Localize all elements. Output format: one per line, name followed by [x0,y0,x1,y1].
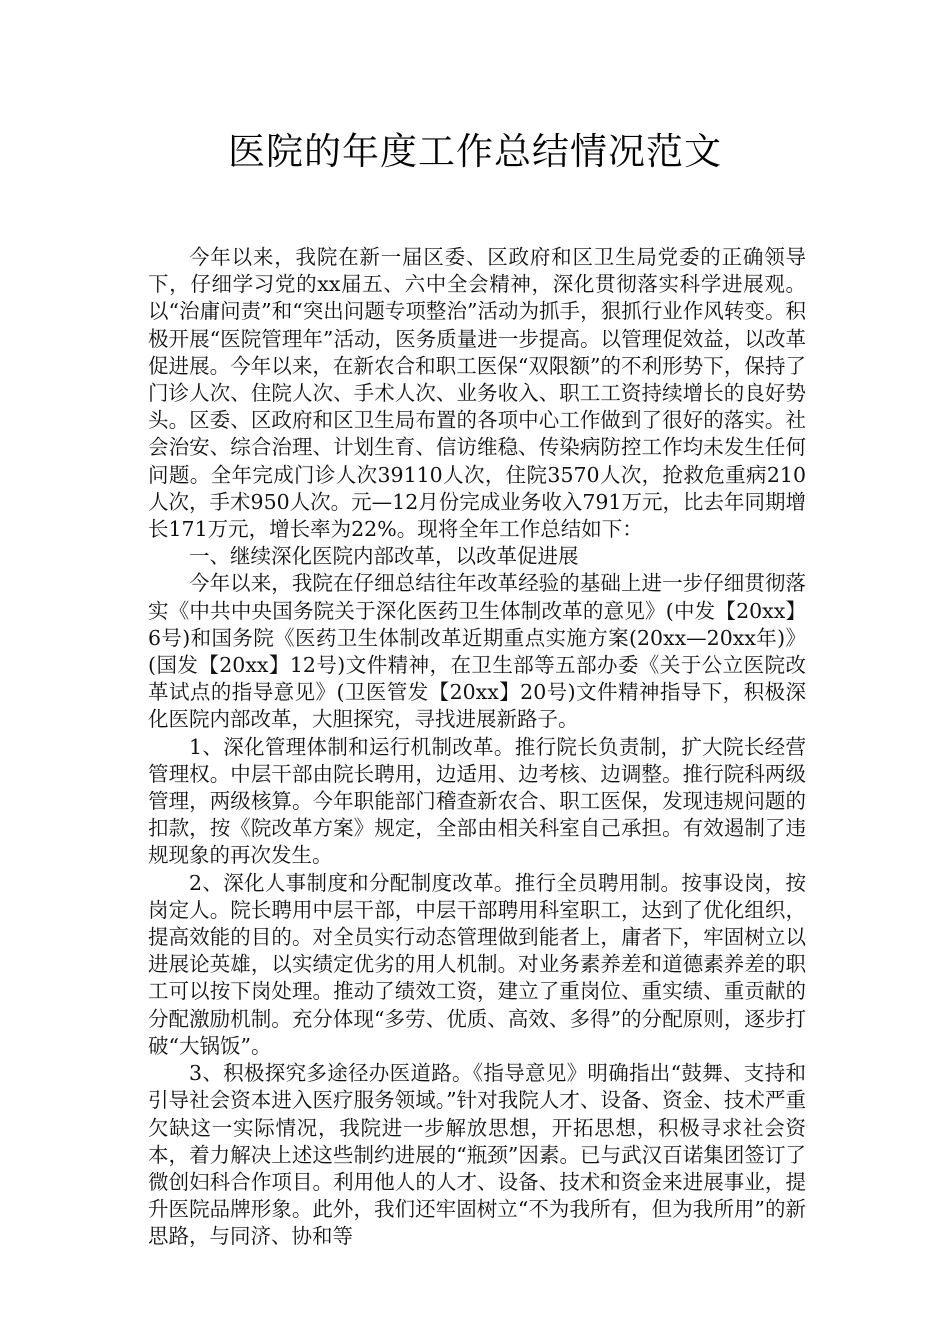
paragraph-item-2: 2、深化人事制度和分配制度改革。推行全员聘用制。按事设岗，按岗定人。院长聘用中层干部，中层干部聘用科室职工，达到了优化组织，提高效能的目的。对全员实行动态管理做到能者上，庸者下，牢固树立以进展论英雄，以实绩定优劣的用人机制。对业务素养差和道德素养差的职工可以按下岗处理。推动了绩效工资，建立了重岗位、重实绩、重贡献的分配激励机制。充分体现“多劳、优质、高效、多得”的分配原则，逐步打破“大锅饭”。 [148,870,806,1058]
document-body [148,244,806,1251]
paragraph-reform-overview: 今年以来，我院在仔细总结往年改革经验的基础上进一步仔细贯彻落实《中共中央国务院关于深化医药卫生体制改革的意见》(中发【20xx】6号)和国务院《医药卫生体制改革近期重点实施方案(20xx—20xx年)》(国发【20xx】12号)文件精神，在卫生部等五部办委《关于公立医院改革试点的指导意见》(卫医管发【20xx】20号)文件精神指导下，积极深化医院内部改革，大胆探究，寻找进展新路子。 [148,571,806,732]
section-heading-reform: 一、继续深化医院内部改革，以改革促进展 [189,544,579,569]
paragraph-item-3: 3、积极探究多途径办医道路。《指导意见》明确指出“鼓舞、支持和引导社会资本进入医疗服务领域。”针对我院人才、设备、资金、技术严重欠缺这一实际情况，我院进一步解放思想，开拓思想，积极寻求社会资本，着力解决上述这些制约进展的“瓶颈”因素。已与武汉百诺集团签订了微创妇科合作项目。利用他人的人才、设备、技术和资金来进展事业，提升医院品牌形象。此外，我们还牢固树立“不为我所有，但为我所用”的新思路，与同济、协和等 [148,1061,806,1249]
paragraph-item-1: 1、深化管理体制和运行机制改革。推行院长负责制，扩大院长经营管理权。中层干部由院长聘用，边适用、边考核、边调整。推行院科两级管理，两级核算。今年职能部门稽查新农合、职工医保，发现违规问题的扣款，按《院改革方案》规定，全部由相关科室自己承担。有效遏制了违规现象的再次发生。 [148,734,806,868]
paragraph-intro: 今年以来，我院在新一届区委、区政府和区卫生局党委的正确领导下，仔细学习党的xx届五、六中全会精神，深化贯彻落实科学进展观。以“治庸问责”和“突出问题专项整治”活动为抓手，狠抓行业作风转变。积极开展“医院管理年”活动，医务质量进一步提高。以管理促效益，以改革促进展。今年以来，在新农合和职工医保“双限额”的不利形势下，保持了门诊人次、住院人次、手术人次、业务收入、职工工资持续增长的良好势头。区委、区政府和区卫生局布置的各项中心工作做到了很好的落实。社会治安、综合治理、计划生育、信访维稳、传染病防控工作均未发生任何问题。全年完成门诊人次39110人次，住院3570人次，抢救危重病210人次，手术950人次。元—12月份完成业务收入791万元，比去年同期增长171万元，增长率为22%。现将全年工作总结如下： [148,245,806,542]
document-title: 医院的年度工作总结情况范文 [228,130,722,173]
